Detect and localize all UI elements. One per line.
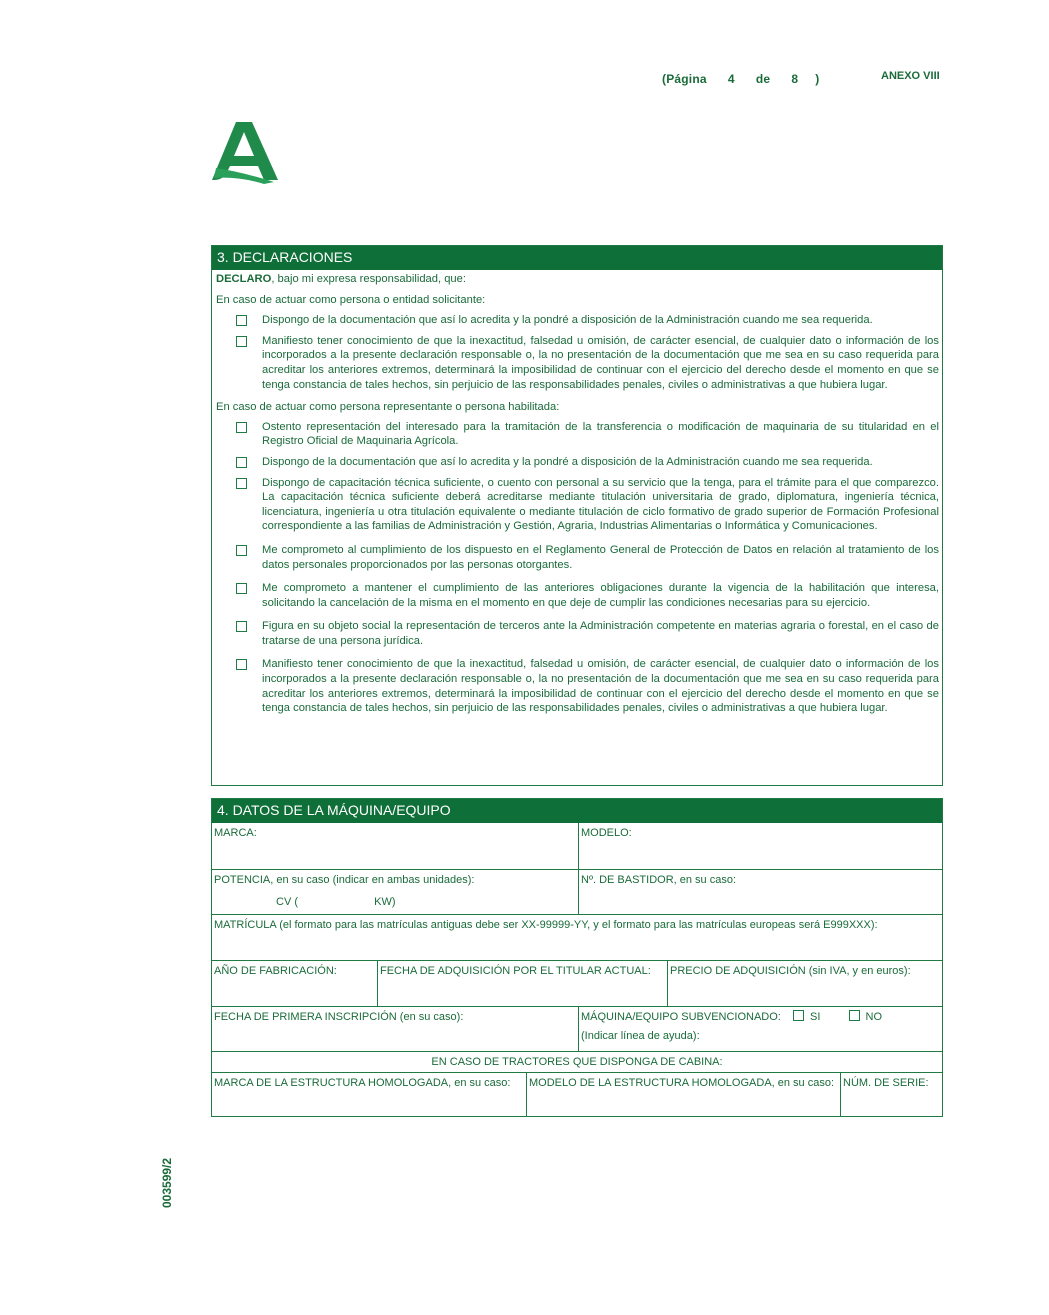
checkbox[interactable] (236, 659, 247, 670)
no-label: NO (865, 1011, 883, 1023)
checkbox[interactable] (236, 315, 247, 326)
tractores-heading: EN CASO DE TRACTORES QUE DISPONGA DE CABINA: (431, 1056, 723, 1068)
declaration-item: Manifiesto tener conocimiento de que la inexactitud, falsedad u omisión, de carácter esencial, de cualquier dato o información de los incorporados a la presente declaración responsable o, la no presentación de la documentación que me sea en su caso requerida para acreditar los anteriores extremos, determinará la imposibilidad de continuar con el ejercicio del derecho desde el momento en que se tenga constancia de tales hechos, sin perjuicio de las responsabilidades penales, civiles o administrativas a que hubiera lugar. (216, 657, 939, 715)
declaration-item: Dispongo de capacitación técnica suficiente, o cuento con personal a su servicio que la tenga, para el trámite para el que comparezco. La capacitación técnica suficiente deberá acreditarse mediante titulación universitaria de grado, diplomatura, ingeniería técnica, licenciatura, ingeniería u otra titulación equivalente o mediante titulación de ciclo formativo de grado superior de Formación Profesional correspondiente a las familias de Administración y Gestión, Agraria, Industrias Alimentarias o Informática y Comunicaciones. (216, 476, 939, 534)
num-serie-field[interactable]: NÚM. DE SERIE: (840, 1073, 942, 1116)
checkbox[interactable] (236, 545, 247, 556)
anio-field[interactable]: AÑO DE FABRICACIÓN: (214, 965, 337, 977)
row-potencia-bastidor (212, 869, 942, 914)
row-estructura (212, 1072, 942, 1116)
annex-label: ANEXO VIII (881, 70, 940, 82)
checkbox[interactable] (236, 457, 247, 468)
checkbox[interactable] (236, 478, 247, 489)
subvencionado-field (578, 1007, 942, 1051)
precio-field[interactable]: PRECIO DE ADQUISICIÓN (sin IVA, y en euros): (667, 961, 942, 1006)
declaro-line: DECLARO, bajo mi expresa responsabilidad, que: (216, 273, 466, 285)
declaration-item: Me comprometo a mantener el cumplimiento de las anteriores obligaciones durante la vigencia de la habilitación que interesa, solicitando la cancelación de la misma en el momento en que deje de cumplir las condiciones necesarias para su ejercicio. (216, 581, 939, 610)
cv-label: CV ( (276, 896, 298, 908)
marca-field[interactable]: MARCA: (214, 827, 257, 839)
declaration-item: Me comprometo al cumplimiento de los dispuesto en el Reglamento General de Protección de Datos en relación al tratamiento de los datos personales proporcionados por las personas otorgantes. (216, 543, 939, 572)
checkbox[interactable] (236, 621, 247, 632)
group2-title: En caso de actuar como persona representante o persona habilitada: (216, 401, 560, 414)
checkbox[interactable] (236, 422, 247, 433)
declaration-item: Manifiesto tener conocimiento de que la inexactitud, falsedad u omisión, de carácter esencial, de cualquier dato o información de los incorporados a la presente declaración responsable o, la no presentación de la documentación que me sea en su caso requerida para acreditar los anteriores extremos, determinará la imposibilidad de continuar con el ejercicio del derecho desde el momento en que se tenga constancia de tales hechos, sin perjuicio de las responsabilidades penales, civiles o administrativas a que hubiera lugar. (216, 334, 939, 392)
si-checkbox[interactable] (793, 1010, 804, 1021)
row-tractores (212, 1051, 942, 1072)
checkbox[interactable] (236, 336, 247, 347)
row-anio-fecha-precio (212, 960, 942, 1006)
marca-estructura-field[interactable]: MARCA DE LA ESTRUCTURA HOMOLOGADA, en su caso: (214, 1077, 511, 1089)
fecha-inscripcion-field[interactable]: FECHA DE PRIMERA INSCRIPCIÓN (en su caso): (214, 1011, 464, 1023)
row-inscripcion-subvencion (212, 1006, 942, 1051)
no-checkbox[interactable] (849, 1010, 860, 1021)
page-of: de (755, 72, 771, 86)
modelo-field[interactable]: MODELO: (578, 823, 942, 869)
potencia-field[interactable]: POTENCIA, en su caso (indicar en ambas unidades): CV ( KW) (214, 874, 475, 908)
document-code: 003599/2 (160, 1157, 174, 1208)
declaration-item: Dispongo de la documentación que así lo acredita y la pondré a disposición de la Administración cuando me sea requerida. (216, 455, 939, 470)
group1-title: En caso de actuar como persona o entidad solicitante: (216, 293, 486, 306)
declaration-item: Figura en su objeto social la representación de terceros ante la Administración competente en materias agraria o forestal, en el caso de tratarse de una persona jurídica. (216, 619, 939, 648)
declarations-section (211, 245, 943, 786)
page-total: 8 (791, 72, 799, 86)
section-title: 3. DECLARACIONES (212, 246, 942, 270)
declaration-item: Ostento representación del interesado para la tramitación de la transferencia o modificación de maquinaria de su titularidad en el Registro Oficial de Maquinaria Agrícola. (216, 420, 939, 449)
page-indicator (662, 72, 819, 86)
bastidor-field[interactable]: Nº. DE BASTIDOR, en su caso: (578, 870, 942, 914)
junta-andalucia-logo-icon (212, 122, 278, 184)
row-matricula (212, 914, 942, 960)
kw-label: KW) (374, 896, 396, 908)
page-label: (Página (662, 72, 707, 86)
matricula-field[interactable]: MATRÍCULA (el formato para las matrículas antiguas debe ser XX-99999-YY, y el formato para las matrículas europeas será E999XXX): (214, 919, 878, 931)
linea-ayuda-field[interactable]: (Indicar línea de ayuda): (581, 1030, 700, 1042)
row-marca-modelo (212, 823, 942, 869)
declaration-item: Dispongo de la documentación que así lo acredita y la pondré a disposición de la Administración cuando me sea requerida. (216, 313, 939, 328)
page-current: 4 (727, 72, 735, 86)
modelo-estructura-field[interactable]: MODELO DE LA ESTRUCTURA HOMOLOGADA, en su caso: (526, 1073, 840, 1116)
si-label: SI (810, 1011, 821, 1023)
machine-data-section (211, 798, 943, 1117)
section-title: 4. DATOS DE LA MÁQUINA/EQUIPO (212, 799, 942, 823)
checkbox[interactable] (236, 583, 247, 594)
subvencionado-label: MÁQUINA/EQUIPO SUBVENCIONADO: (581, 1011, 781, 1023)
page-close: ) (815, 72, 820, 86)
fecha-adquisicion-field[interactable]: FECHA DE ADQUISICIÓN POR EL TITULAR ACTUAL: (377, 961, 667, 1006)
